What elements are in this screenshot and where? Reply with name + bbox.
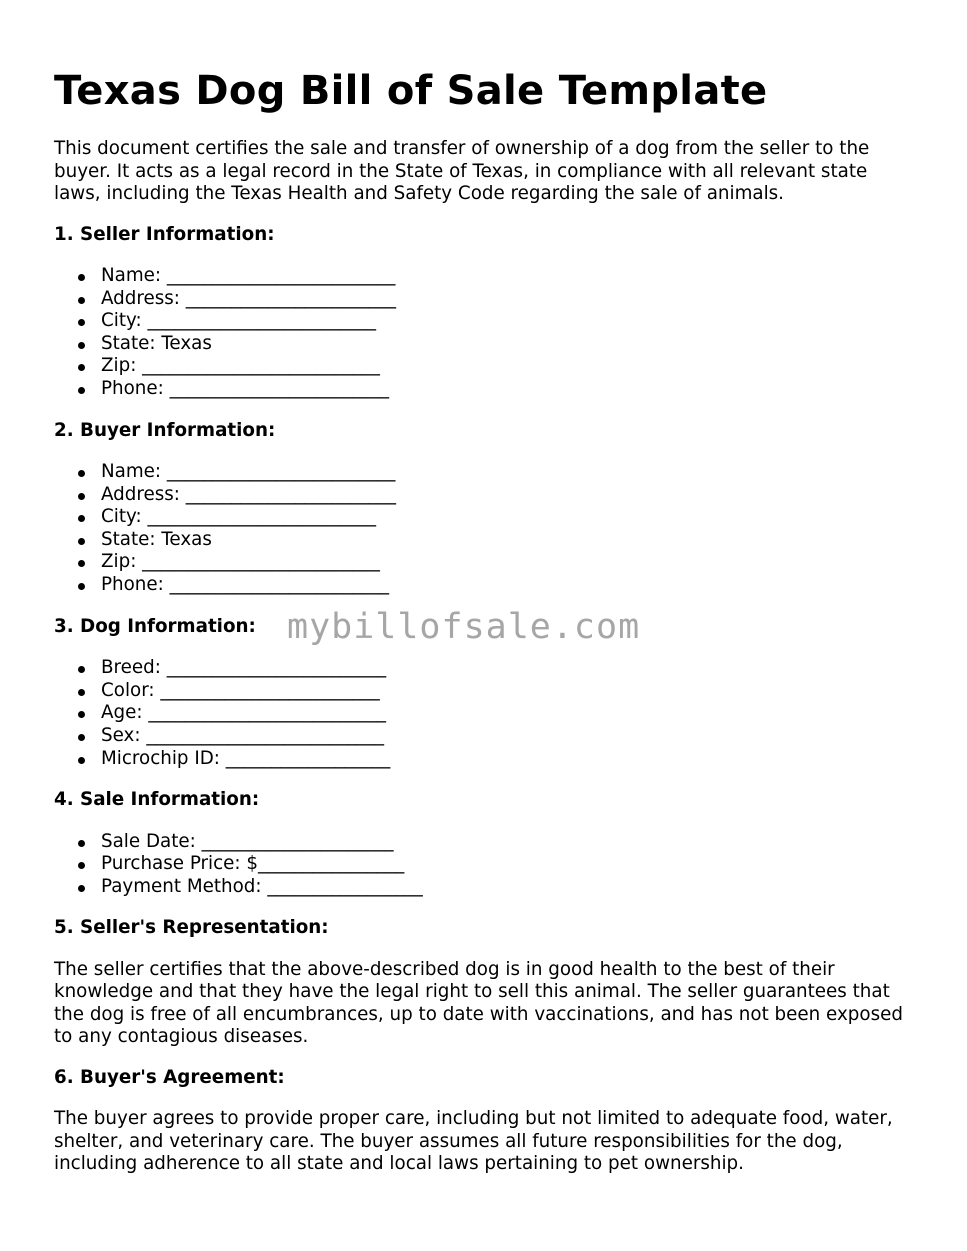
payment-method-field: Payment Method: _________________ bbox=[101, 876, 916, 899]
buyer-zip-field: Zip: __________________________ bbox=[101, 551, 916, 574]
document-title: Texas Dog Bill of Sale Template bbox=[54, 68, 768, 114]
dog-sex-field: Sex: __________________________ bbox=[101, 725, 916, 748]
seller-state-field: State: Texas bbox=[101, 333, 916, 356]
seller-address-field: Address: _______________________ bbox=[101, 288, 916, 311]
buyer-agreement-heading: 6. Buyer's Agreement: bbox=[54, 1066, 285, 1088]
sale-heading: 4. Sale Information: bbox=[54, 789, 260, 811]
sale-fields-list bbox=[54, 831, 916, 899]
seller-city-field: City: _________________________ bbox=[101, 310, 916, 333]
watermark: mybillofsale.com bbox=[287, 607, 641, 647]
seller-zip-field: Zip: __________________________ bbox=[101, 355, 916, 378]
dog-color-field: Color: ________________________ bbox=[101, 680, 916, 703]
buyer-phone-field: Phone: ________________________ bbox=[101, 574, 916, 597]
buyer-fields-list bbox=[54, 461, 916, 597]
seller-phone-field: Phone: ________________________ bbox=[101, 378, 916, 401]
dog-breed-field: Breed: ________________________ bbox=[101, 657, 916, 680]
buyer-city-field: City: _________________________ bbox=[101, 506, 916, 529]
intro-paragraph: This document certifies the sale and transfer of ownership of a dog from the seller to the buyer. It acts as a legal record in the State of Texas, in compliance with all relevant state laws, including the Texas Health and Safety Code regarding the sale of animals. bbox=[54, 138, 870, 204]
seller-name-field: Name: _________________________ bbox=[101, 265, 916, 288]
buyer-agreement-text: The buyer agrees to provide proper care, including but not limited to adequate food, water, shelter, and veterinary care. The buyer assumes all future responsibilities for the dog, including adherence to all state and local laws pertaining to pet ownership. bbox=[54, 1108, 893, 1175]
dog-microchip-field: Microchip ID: __________________ bbox=[101, 748, 916, 771]
seller-representation-text: The seller certifies that the above-described dog is in good health to the best of their knowledge and that they have the legal right to sell this animal. The seller guarantees that the dog is free of all encumbrances, up to date with vaccinations, and has not been exposed to any contagious diseases. bbox=[54, 958, 903, 1048]
purchase-price-field: Purchase Price: $________________ bbox=[101, 853, 916, 876]
dog-fields-list bbox=[54, 657, 916, 770]
sale-date-field: Sale Date: _____________________ bbox=[101, 831, 916, 854]
seller-representation-heading: 5. Seller's Representation: bbox=[54, 917, 329, 939]
dog-heading: 3. Dog Information: bbox=[54, 615, 256, 637]
buyer-heading: 2. Buyer Information: bbox=[54, 419, 276, 441]
document-page bbox=[54, 66, 916, 1194]
buyer-address-field: Address: _______________________ bbox=[101, 484, 916, 507]
dog-age-field: Age: __________________________ bbox=[101, 702, 916, 725]
buyer-name-field: Name: _________________________ bbox=[101, 461, 916, 484]
seller-fields-list bbox=[54, 265, 916, 401]
seller-heading: 1. Seller Information: bbox=[54, 223, 275, 245]
buyer-state-field: State: Texas bbox=[101, 529, 916, 552]
